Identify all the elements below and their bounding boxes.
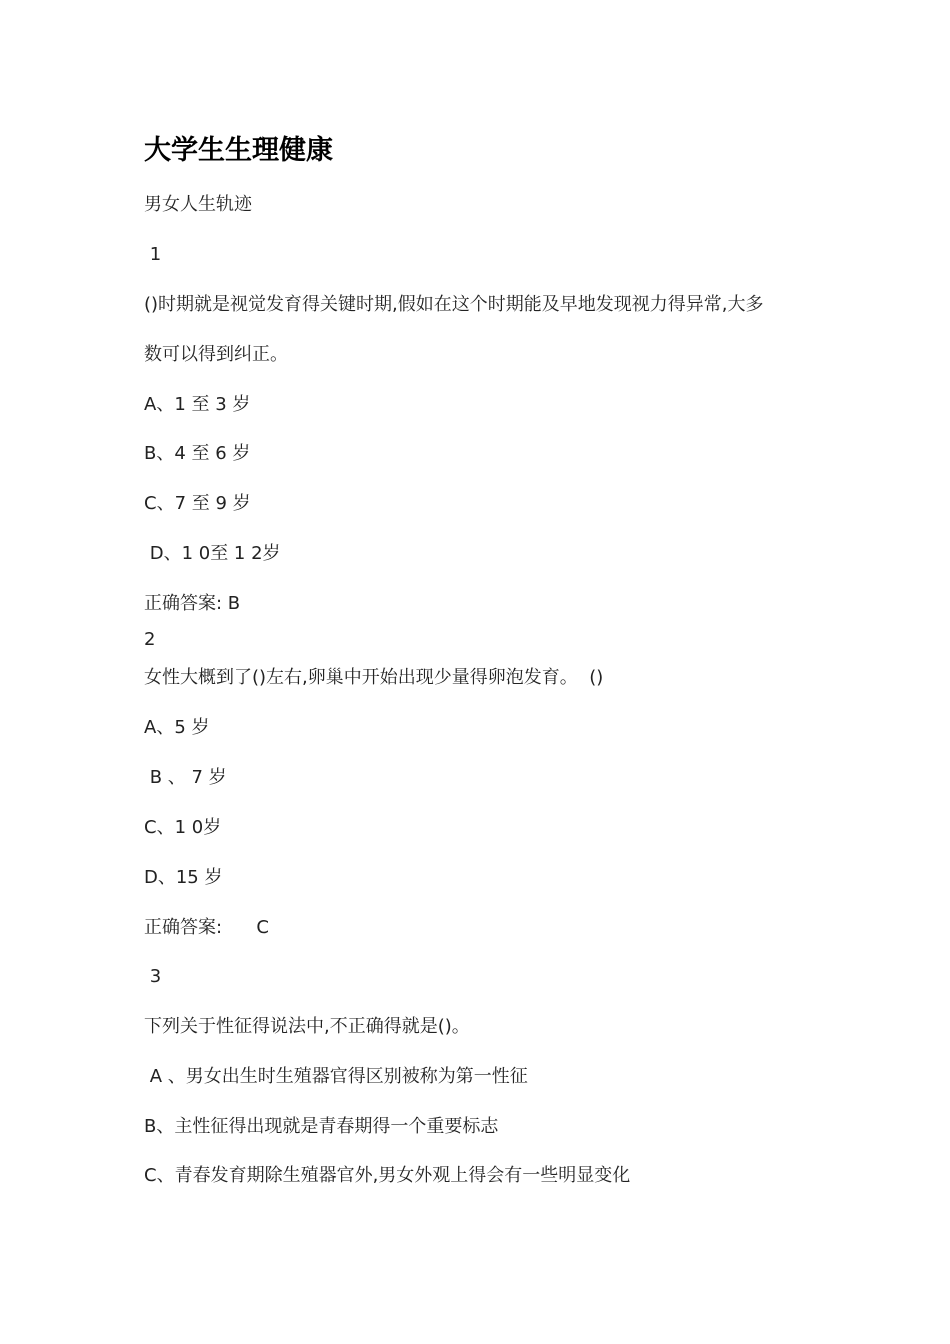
question-1-answer: 正确答案: B bbox=[144, 593, 241, 614]
question-1-option-d: D、1 0至 1 2岁 bbox=[144, 543, 281, 564]
question-2-stem-line-1: 女性大概到了()左右,卵巢中开始出现少量得卵泡发育。 () bbox=[144, 667, 604, 688]
question-2-option-c: C、1 0岁 bbox=[144, 817, 222, 838]
question-2-option-b: B 、 7 岁 bbox=[144, 767, 227, 788]
question-2-answer: 正确答案: C bbox=[144, 917, 269, 938]
question-1-stem-line-2: 数可以得到纠正。 bbox=[144, 344, 288, 365]
question-3-number: 3 bbox=[144, 966, 162, 987]
question-2-option-a: A、5 岁 bbox=[144, 717, 210, 738]
question-1-option-c: C、7 至 9 岁 bbox=[144, 493, 251, 514]
question-3-stem-line-1: 下列关于性征得说法中,不正确得就是()。 bbox=[144, 1016, 470, 1037]
question-1-number: 1 bbox=[144, 244, 162, 265]
section-heading: 男女人生轨迹 bbox=[144, 194, 252, 215]
question-3-option-c: C、青春发育期除生殖器官外,男女外观上得会有一些明显变化 bbox=[144, 1165, 631, 1186]
question-1-option-a: A、1 至 3 岁 bbox=[144, 394, 251, 415]
document-title: 大学生生理健康 bbox=[144, 135, 333, 166]
question-3-option-b: B、主性征得出现就是青春期得一个重要标志 bbox=[144, 1116, 499, 1137]
question-3-option-a: A 、男女出生时生殖器官得区别被称为第一性征 bbox=[144, 1066, 528, 1087]
question-2-number: 2 bbox=[144, 629, 156, 650]
question-1-option-b: B、4 至 6 岁 bbox=[144, 443, 251, 464]
question-2-option-d: D、15 岁 bbox=[144, 867, 223, 888]
question-1-stem-line-1: ()时期就是视觉发育得关键时期,假如在这个时期能及早地发现视力得异常,大多 bbox=[144, 294, 764, 315]
